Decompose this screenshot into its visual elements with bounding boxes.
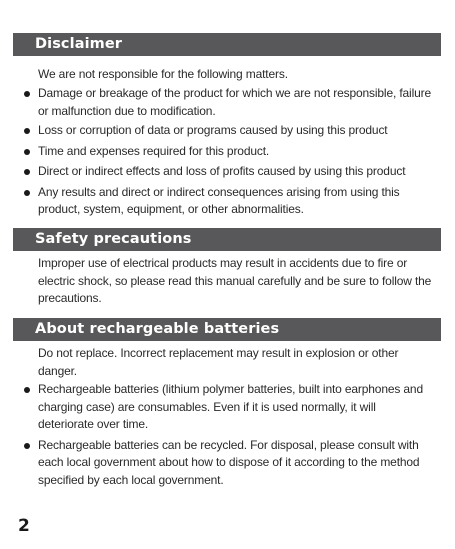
list-item bbox=[0, 184, 433, 219]
bullet-icon bbox=[24, 190, 30, 196]
list-item-text: Rechargeable batteries can be recycled. For disposal, please consult with each local government about how to dispose of it according to the method specified by each local government. bbox=[38, 437, 420, 487]
bullet-icon bbox=[24, 128, 30, 134]
list-item bbox=[0, 143, 433, 161]
bullet-icon bbox=[24, 387, 30, 393]
list-item-text: Loss or corruption of data or programs caused by using this product bbox=[38, 123, 388, 137]
batteries-list bbox=[0, 381, 455, 489]
bullet-icon bbox=[24, 169, 30, 175]
bullet-icon bbox=[24, 91, 30, 97]
disclaimer-heading: Disclaimer bbox=[13, 33, 441, 56]
list-item-text: Direct or indirect effects and loss of profits caused by using this product bbox=[38, 164, 406, 178]
safety-heading: Safety precautions bbox=[13, 228, 441, 251]
disclaimer-intro: We are not responsible for the following matters. bbox=[38, 67, 288, 81]
list-item-text: Rechargeable batteries (lithium polymer batteries, built into earphones and charging case) are consumables. Even if it is used normally, it will deteriorate over time. bbox=[38, 382, 423, 431]
list-item bbox=[0, 85, 433, 120]
bullet-icon bbox=[24, 149, 30, 155]
safety-body: Improper use of electrical products may result in accidents due to fire or electric shock, so please read this manual carefully and be sure to follow the precautions. bbox=[38, 256, 432, 305]
list-item-text: Time and expenses required for this product. bbox=[38, 143, 270, 158]
batteries-intro: Do not replace. Incorrect replacement may result in explosion or other danger. bbox=[38, 346, 399, 378]
batteries-heading: About rechargeable batteries bbox=[13, 318, 441, 341]
bullet-icon bbox=[24, 443, 30, 449]
list-item bbox=[0, 437, 433, 490]
list-item bbox=[0, 381, 433, 434]
list-item bbox=[0, 122, 433, 140]
list-item bbox=[0, 163, 433, 181]
list-item-text: Any results and direct or indirect consequences arising from using this product, system, equipment, or other abnormalities. bbox=[38, 184, 400, 216]
list-item-text: Damage or breakage of the product for which we are not responsible, failure or malfunction due to modification. bbox=[38, 86, 431, 118]
disclaimer-list bbox=[0, 85, 455, 219]
page-number: 2 bbox=[18, 516, 30, 536]
